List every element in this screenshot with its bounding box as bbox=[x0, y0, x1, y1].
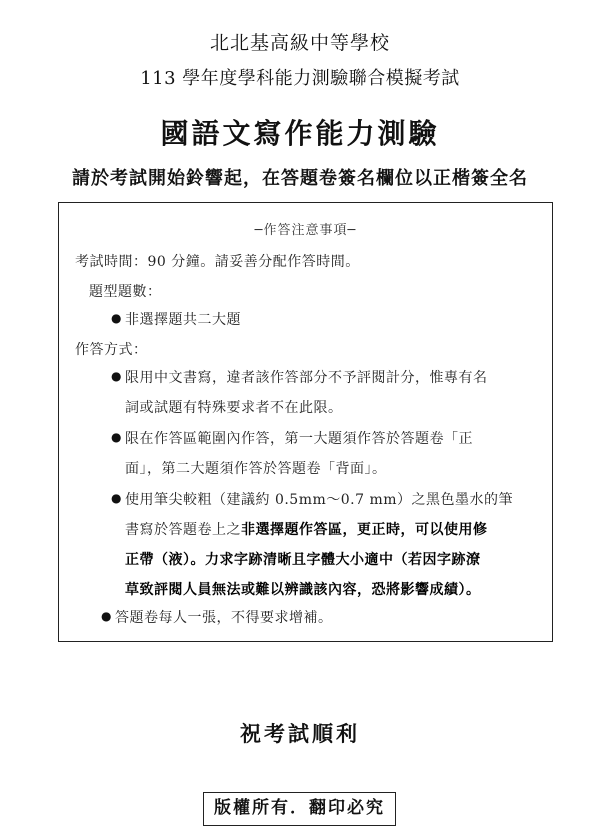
test-title: 國語文寫作能力測驗 bbox=[160, 117, 440, 150]
exam-notice-box bbox=[58, 202, 553, 642]
rule-3-line-1: 使用筆尖較粗（建議約 0.5mm～0.7 mm）之黑色墨水的筆 bbox=[125, 492, 514, 508]
rule-1-line-2: 詞或試題有特殊要求者不在此限。 bbox=[125, 400, 343, 416]
bullet-icon: ● bbox=[111, 369, 122, 383]
exam-time-line: 考試時間：90 分鐘。請妥善分配作答時間。 bbox=[75, 254, 360, 270]
bullet-icon: ● bbox=[101, 609, 112, 623]
good-luck-text: 祝考試順利 bbox=[240, 721, 360, 746]
rule-3-line-3: 正帶（液）。力求字跡清晰且字體大小適中（若因字跡潦 bbox=[125, 552, 481, 568]
rule-3-line-2-bold: 非選擇題作答區，更正時，可以使用修 bbox=[241, 522, 488, 538]
rule-2-line-2: 面」，第二大題須作答於答題卷「背面」。 bbox=[125, 461, 387, 477]
rule-1-line-1: 限用中文書寫，違者該作答部分不予評閱計分，惟專有名 bbox=[125, 370, 488, 386]
bullet-icon: ● bbox=[111, 311, 122, 325]
rule-2-line-1: 限在作答區範圍內作答，第一大題須作答於答題卷「正 bbox=[125, 431, 473, 447]
bullet-icon: ● bbox=[111, 430, 122, 444]
answer-method-label: 作答方式： bbox=[75, 342, 148, 358]
rule-3-line-4: 草致評閱人員無法或難以辨識該內容，恐將影響成績）。 bbox=[125, 582, 481, 598]
question-type-item: 非選擇題共二大題 bbox=[125, 312, 241, 328]
rule-4: 答題卷每人一張，不得要求增補。 bbox=[115, 610, 333, 626]
exam-name: 113 學年度學科能力測驗聯合模擬考試 bbox=[140, 68, 460, 89]
sign-instruction: 請於考試開始鈴響起，在答題卷簽名欄位以正楷簽全名 bbox=[72, 168, 528, 189]
school-name: 北北基高級中等學校 bbox=[209, 32, 390, 54]
rule-3-line-2 bbox=[125, 519, 488, 539]
notice-header: ─作答注意事項─ bbox=[254, 223, 357, 238]
copyright-notice: 版權所有．翻印必究 bbox=[203, 792, 396, 826]
question-type-label: 題型題數： bbox=[89, 284, 162, 300]
rule-3-line-2-plain: 書寫於答題卷上之 bbox=[125, 522, 241, 538]
bullet-icon: ● bbox=[111, 491, 122, 505]
